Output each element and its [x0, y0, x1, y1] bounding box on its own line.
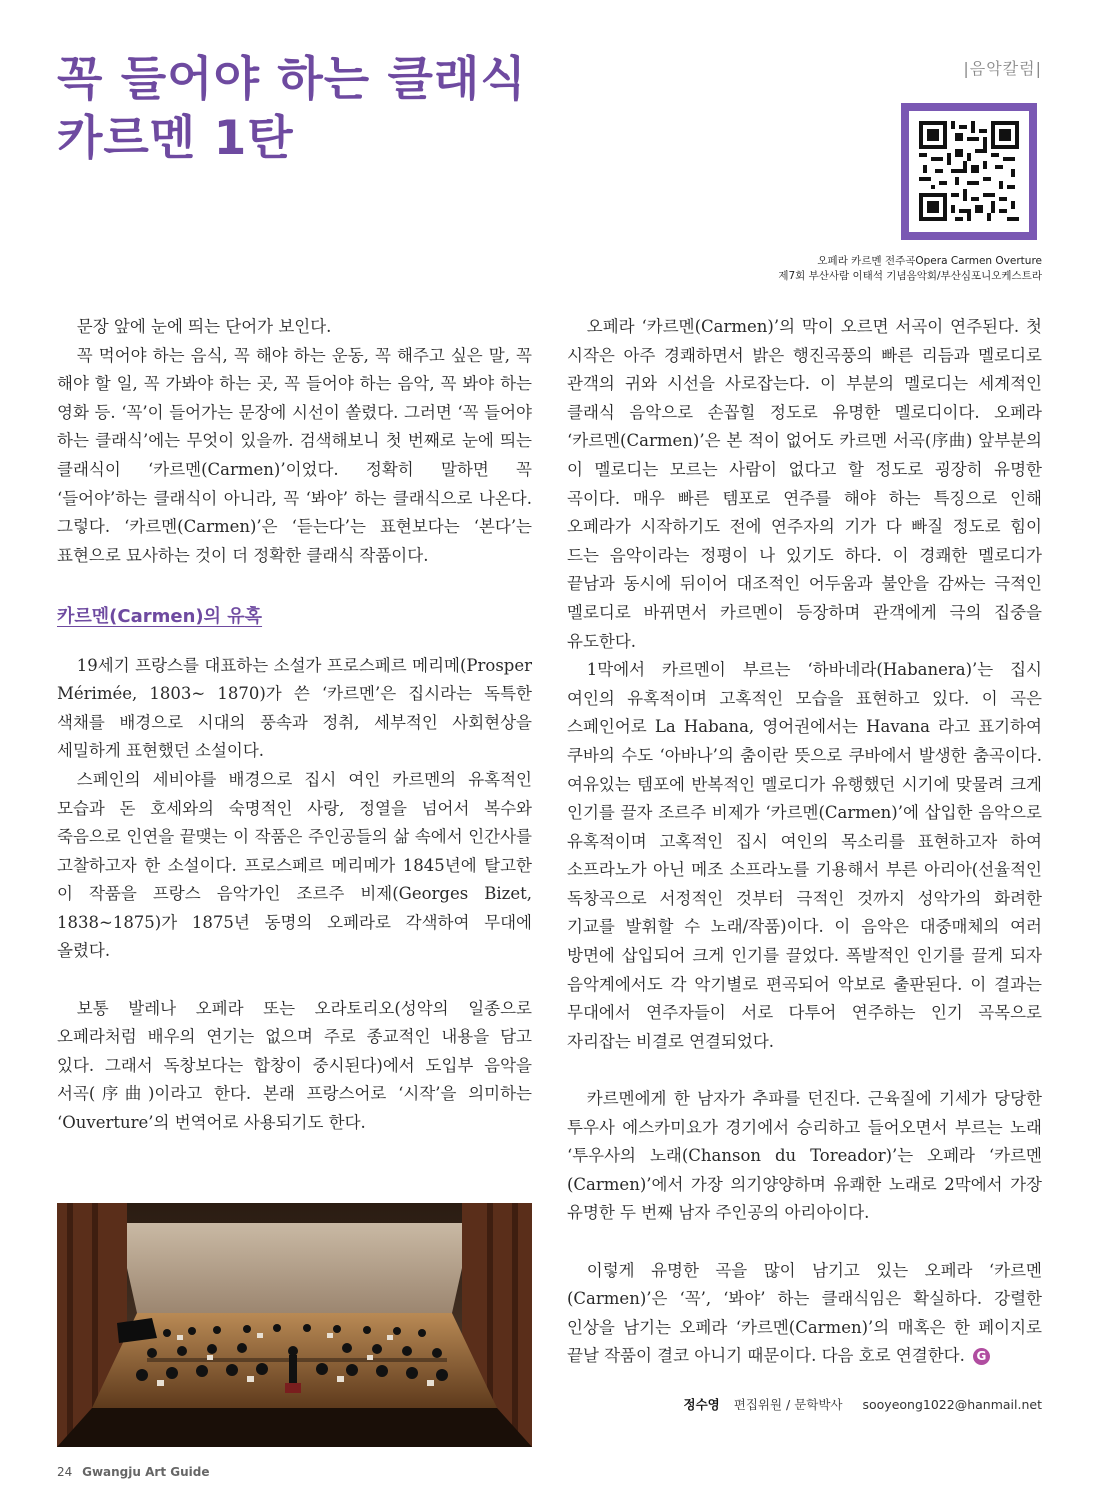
page-number: 24	[57, 1465, 73, 1479]
qr-caption-line-1: 오페라 카르멘 전주곡Opera Carmen Overture	[817, 255, 1042, 267]
left-column	[57, 313, 532, 1138]
spacer	[567, 1056, 1042, 1085]
spacer	[57, 570, 532, 599]
page-title	[57, 50, 527, 168]
qr-code-icon	[919, 121, 1019, 221]
closing-text: 이렇게 유명한 곡을 많이 남기고 있는 오페라 ‘카르멘(Carmen)’은 ‘꼭’, ‘봐야’ 하는 클래식임은 확실하다. 강렬한 인상을 남기는 오페라 ‘카르멘(Carmen)’의 매혹은 한 페이지로 끝날 작품이 결코 아니기 때문이다. 다음 호로 연결한다.	[567, 1260, 1042, 1366]
right-column	[567, 313, 1042, 1371]
author-email[interactable]: sooyeong1022@hanmail.net	[862, 1397, 1042, 1412]
paragraph: 꼭 먹어야 하는 음식, 꼭 해야 하는 운동, 꼭 해주고 싶은 말, 꼭 해야 할 일, 꼭 가봐야 하는 곳, 꼭 들어야 하는 음악, 꼭 봐야 하는 영화 등. ‘꼭’이 들어가는 문장에 시선이 쏠렸다. 그러면 ‘꼭 들어야 하는 클래식’에는 무엇이 있을까. 검색해보니 첫 번째로 눈에 띄는 클래식이 ‘카르멘(Carmen)’이었다. 정확히 말하면 꼭 ‘들어야’하는 클래식이 아니라, 꼭 ‘봐야’ 하는 클래식으로 나온다. 그렇다. ‘카르멘(Carmen)’은 ‘듣는다’는 표현보다는 ‘본다’는 표현으로 묘사하는 것이 더 정확한 클래식 작품이다.	[57, 345, 532, 565]
orchestra-photo	[57, 1203, 532, 1447]
qr-caption-line-2: 제7회 부산사람 이태석 기념음악회/부산심포니오케스트라	[778, 270, 1042, 282]
closing-paragraph	[567, 1257, 1042, 1371]
paragraph: 카르멘에게 한 남자가 추파를 던진다. 근육질에 기세가 당당한 투우사 에스카미요가 경기에서 승리하고 들어오면서 부르는 노래 ‘투우사의 노래(Chanson du Toreador)’는 오페라 ‘카르멘(Carmen)’에서 가장 의기양양하며 유쾌한 노래로 2막에서 가장 유명한 두 번째 남자 주인공의 아리아이다.	[567, 1089, 1042, 1223]
spacer	[567, 1228, 1042, 1257]
orchestra-illustration	[57, 1203, 532, 1447]
author-name: 정수영	[683, 1397, 720, 1412]
qr-code[interactable]	[901, 103, 1037, 240]
magazine-brand: Gwangju Art Guide	[82, 1465, 210, 1479]
author-role: 편집위원 / 문학박사	[733, 1397, 843, 1412]
paragraph: 보통 발레나 오페라 또는 오라토리오(성악의 일종으로 오페라처럼 배우의 연기는 없으며 주로 종교적인 내용을 담고 있다. 그래서 독창보다는 합창이 중시된다)에서 도입부 음악을 서곡(序曲)이라고 한다. 본래 프랑스어로 ‘시작’을 의미하는 ‘Ouverture’의 번역어로 사용되기도 한다.	[57, 998, 532, 1133]
paragraph: 1막에서 카르멘이 부르는 ‘하바네라(Habanera)’는 집시 여인의 유혹적이며 고혹적인 모습을 표현하고 있다. 이 곡은 스페인어로 La Habana, 영어권에서는 Havana 라고 표기하여 쿠바의 수도 ‘아바나’의 춤이란 뜻으로 쿠바에서 발생한 춤곡이다. 여유있는 템포에 반복적인 멜로디가 유행했던 시기에 맞물려 크게 인기를 끌자 조르주 비제가 ‘카르멘(Carmen)’에 삽입한 음악으로 유혹적이며 고혹적인 집시 여인의 목소리를 표현하고자 하여 소프라노가 아닌 메조 소프라노를 기용해서 부른 아리아(선율적인 독창곡으로 서정적인 것부터 극적인 것까지 성악가의 화려한 기교를 발휘할 수 노래/작품)이다. 이 음악은 대중매체의 여러 방면에 삽입되어 크게 인기를 끌었다. 폭발적인 인기를 끌게 되자 음악계에서도 각 악기별로 편곡되어 악보로 출판된다. 이 결과는 무대에서 연주자들이 서로 다투어 연주하는 인기 곡목으로 자리잡는 비결로 연결되었다.	[567, 660, 1042, 1051]
page-footer	[57, 1465, 209, 1479]
paragraph: 19세기 프랑스를 대표하는 소설가 프로스페르 메리메(Prosper Mérimée, 1803~ 1870)가 쓴 ‘카르멘’은 집시라는 독특한 색채를 배경으로 시대의 풍속과 정취, 세부적인 사회현상을 세밀하게 표현했던 소설이다.	[57, 655, 532, 761]
section-tag: |음악칼럼|	[963, 59, 1042, 78]
section-subhead: 카르멘(Carmen)의 유혹	[57, 605, 263, 627]
spacer	[57, 966, 532, 995]
byline	[684, 1395, 1042, 1413]
paragraph: 스페인의 세비야를 배경으로 집시 여인 카르멘의 유혹적인 모습과 돈 호세와의 숙명적인 사랑, 정열을 넘어서 복수와 죽음으로 인연을 끝맺는 이 작품은 주인공들의 삶 속에서 인간사를 고찰하고자 한 소설이다. 프로스페르 메리메가 1845년에 탈고한 이 작품을 프랑스 음악가인 조르주 비제(Georges Bizet, 1838~1875)가 1875년 동명의 오페라로 각색하여 무대에 올렸다.	[57, 769, 532, 961]
title-line-2: 카르멘 1탄	[57, 111, 294, 166]
title-line-1: 꼭 들어야 하는 클래식	[57, 52, 527, 107]
paragraph: 오페라 ‘카르멘(Carmen)’의 막이 오르면 서곡이 연주된다. 첫 시작은 아주 경쾌하면서 밝은 행진곡풍의 빠른 리듬과 멜로디로 관객의 귀와 시선을 사로잡는다. 이 부분의 멜로디는 세계적인 클래식 음악으로 손꼽힐 정도로 유명한 멜로디이다. 오페라 ‘카르멘(Carmen)’은 본 적이 없어도 카르멘 서곡(序曲) 앞부분의 이 멜로디는 모르는 사람이 없다고 할 정도로 굉장히 유명한 곡이다. 매우 빠른 템포로 연주를 해야 하는 특징으로 인해 오페라가 시작하기도 전에 연주자의 기가 다 빠질 정도로 힘이 드는 음악이라는 정평이 나 있기도 하다. 이 경쾌한 멜로디가 끝남과 동시에 뒤이어 대조적인 어두움과 불안을 감싸는 극적인 멜로디로 바뀌면서 카르멘이 등장하며 관객에게 극의 집중을 유도한다.	[567, 317, 1042, 651]
paragraph: 문장 앞에 눈에 띄는 단어가 보인다.	[76, 317, 332, 336]
end-mark-icon: G	[973, 1348, 990, 1365]
qr-caption	[778, 254, 1042, 284]
